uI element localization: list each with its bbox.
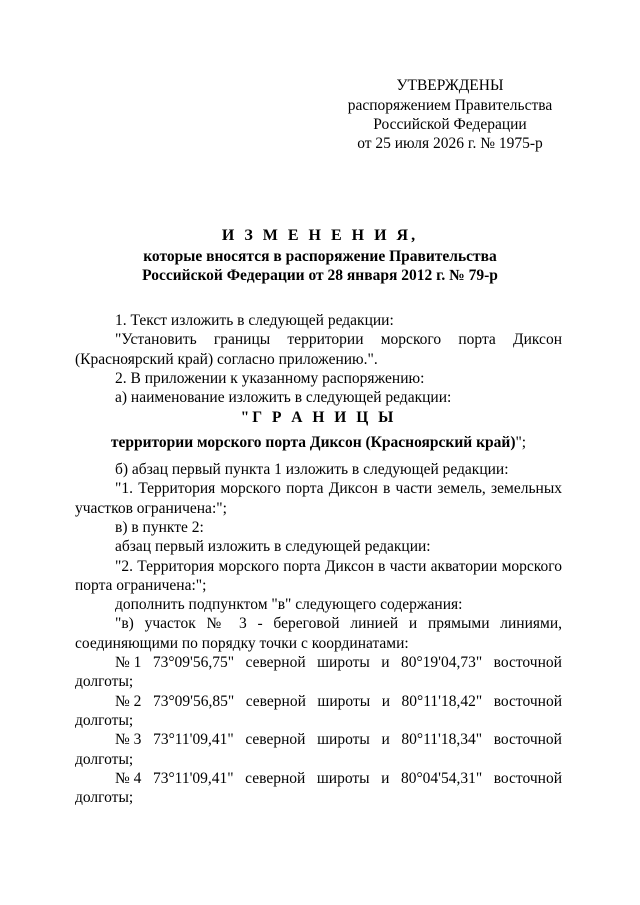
longitude-value: 80°11'18,34" bbox=[401, 731, 483, 749]
section-heading: "Г Р А Н И Ц Ы bbox=[240, 409, 397, 427]
document-subtitle-line-1: которые вносятся в распоряжение Правительства bbox=[143, 248, 497, 265]
point-number: № 2 bbox=[115, 692, 142, 710]
latitude-value: 73°09'56,75" bbox=[152, 654, 235, 672]
paragraph-8: абзац первый изложить в следующей редакции: bbox=[115, 538, 431, 556]
latitude-word: северной bbox=[245, 692, 306, 710]
section-subheading bbox=[75, 433, 562, 452]
longitude-word: восточной bbox=[493, 731, 562, 749]
conjunction: и bbox=[381, 654, 390, 672]
document-body bbox=[75, 311, 562, 807]
section-subheading-tail: "; bbox=[515, 433, 527, 451]
paragraph-1: 1. Текст изложить в следующей редакции: bbox=[115, 312, 394, 329]
latitude-value: 73°09'56,85" bbox=[152, 692, 235, 710]
document-subtitle-line-2: Российской Федерации от 28 января 2012 г. № 79-р bbox=[142, 267, 498, 284]
paragraph-11: "в) участок № 3 - береговой линией и прямыми линиями, соединяющими по порядку точки с координатами: bbox=[75, 615, 562, 652]
approved-heading: УТВЕРЖДЕНЫ bbox=[396, 77, 504, 94]
latitude-word: северной bbox=[245, 769, 306, 787]
conjunction: и bbox=[381, 769, 390, 787]
coordinate-row bbox=[75, 692, 562, 711]
approved-line-3: от 25 июля 2026 г. № 1975-р bbox=[357, 135, 543, 152]
longitude-word: восточной bbox=[493, 769, 562, 787]
approved-line-1: распоряжением Правительства bbox=[347, 97, 553, 114]
longitude-word: восточной bbox=[493, 692, 562, 710]
coordinate-continuation: долготы; bbox=[75, 673, 134, 691]
paragraph-7: в) в пункте 2: bbox=[115, 518, 204, 536]
coordinate-row bbox=[75, 730, 562, 749]
coordinate-row bbox=[75, 653, 562, 672]
document-title: И З М Е Н Е Н И Я, bbox=[221, 227, 419, 244]
longitude-word: восточной bbox=[493, 654, 562, 672]
paragraph-6: "1. Территория морского порта Диксон в части земель, земельных участков ограничена:"; bbox=[75, 480, 562, 517]
point-number: № 3 bbox=[115, 731, 142, 749]
coordinate-row bbox=[75, 769, 562, 788]
latitude-word-2: широты bbox=[316, 769, 370, 787]
section-subheading-text: территории морского порта Диксон (Красноярский край) bbox=[110, 433, 516, 451]
latitude-word-2: широты bbox=[317, 654, 370, 672]
coordinate-continuation: долготы; bbox=[75, 750, 134, 768]
latitude-value: 73°11'09,41" bbox=[152, 769, 234, 787]
latitude-word: северной bbox=[245, 731, 306, 749]
conjunction: и bbox=[381, 731, 390, 749]
point-number: № 1 bbox=[115, 654, 142, 672]
latitude-word-2: широты bbox=[317, 731, 370, 749]
longitude-value: 80°19'04,73" bbox=[400, 654, 483, 672]
paragraph-3: 2. В приложении к указанному распоряжению: bbox=[115, 369, 425, 387]
conjunction: и bbox=[381, 692, 390, 710]
latitude-word-2: широты bbox=[317, 692, 371, 710]
paragraph-9: "2. Территория морского порта Диксон в части акватории морского порта ограничена:"; bbox=[75, 557, 562, 594]
approved-line-2: Российской Федерации bbox=[373, 116, 527, 133]
latitude-value: 73°11'09,41" bbox=[153, 731, 234, 749]
paragraph-5: б) абзац первый пункта 1 изложить в следующей редакции: bbox=[115, 461, 509, 479]
coordinate-continuation: долготы; bbox=[75, 789, 134, 807]
coordinate-continuation: долготы; bbox=[75, 711, 134, 729]
paragraph-4: а) наименование изложить в следующей редакции: bbox=[115, 389, 452, 407]
latitude-word: северной bbox=[245, 654, 306, 672]
longitude-value: 80°11'18,42" bbox=[401, 692, 483, 710]
paragraph-2: "Установить границы территории морского порта Диксон (Красноярский край) согласно приложению.". bbox=[75, 331, 562, 368]
longitude-value: 80°04'54,31" bbox=[400, 769, 483, 787]
approval-block bbox=[340, 76, 560, 153]
paragraph-10: дополнить подпунктом "в" следующего содержания: bbox=[115, 596, 463, 614]
point-number: № 4 bbox=[115, 769, 142, 787]
